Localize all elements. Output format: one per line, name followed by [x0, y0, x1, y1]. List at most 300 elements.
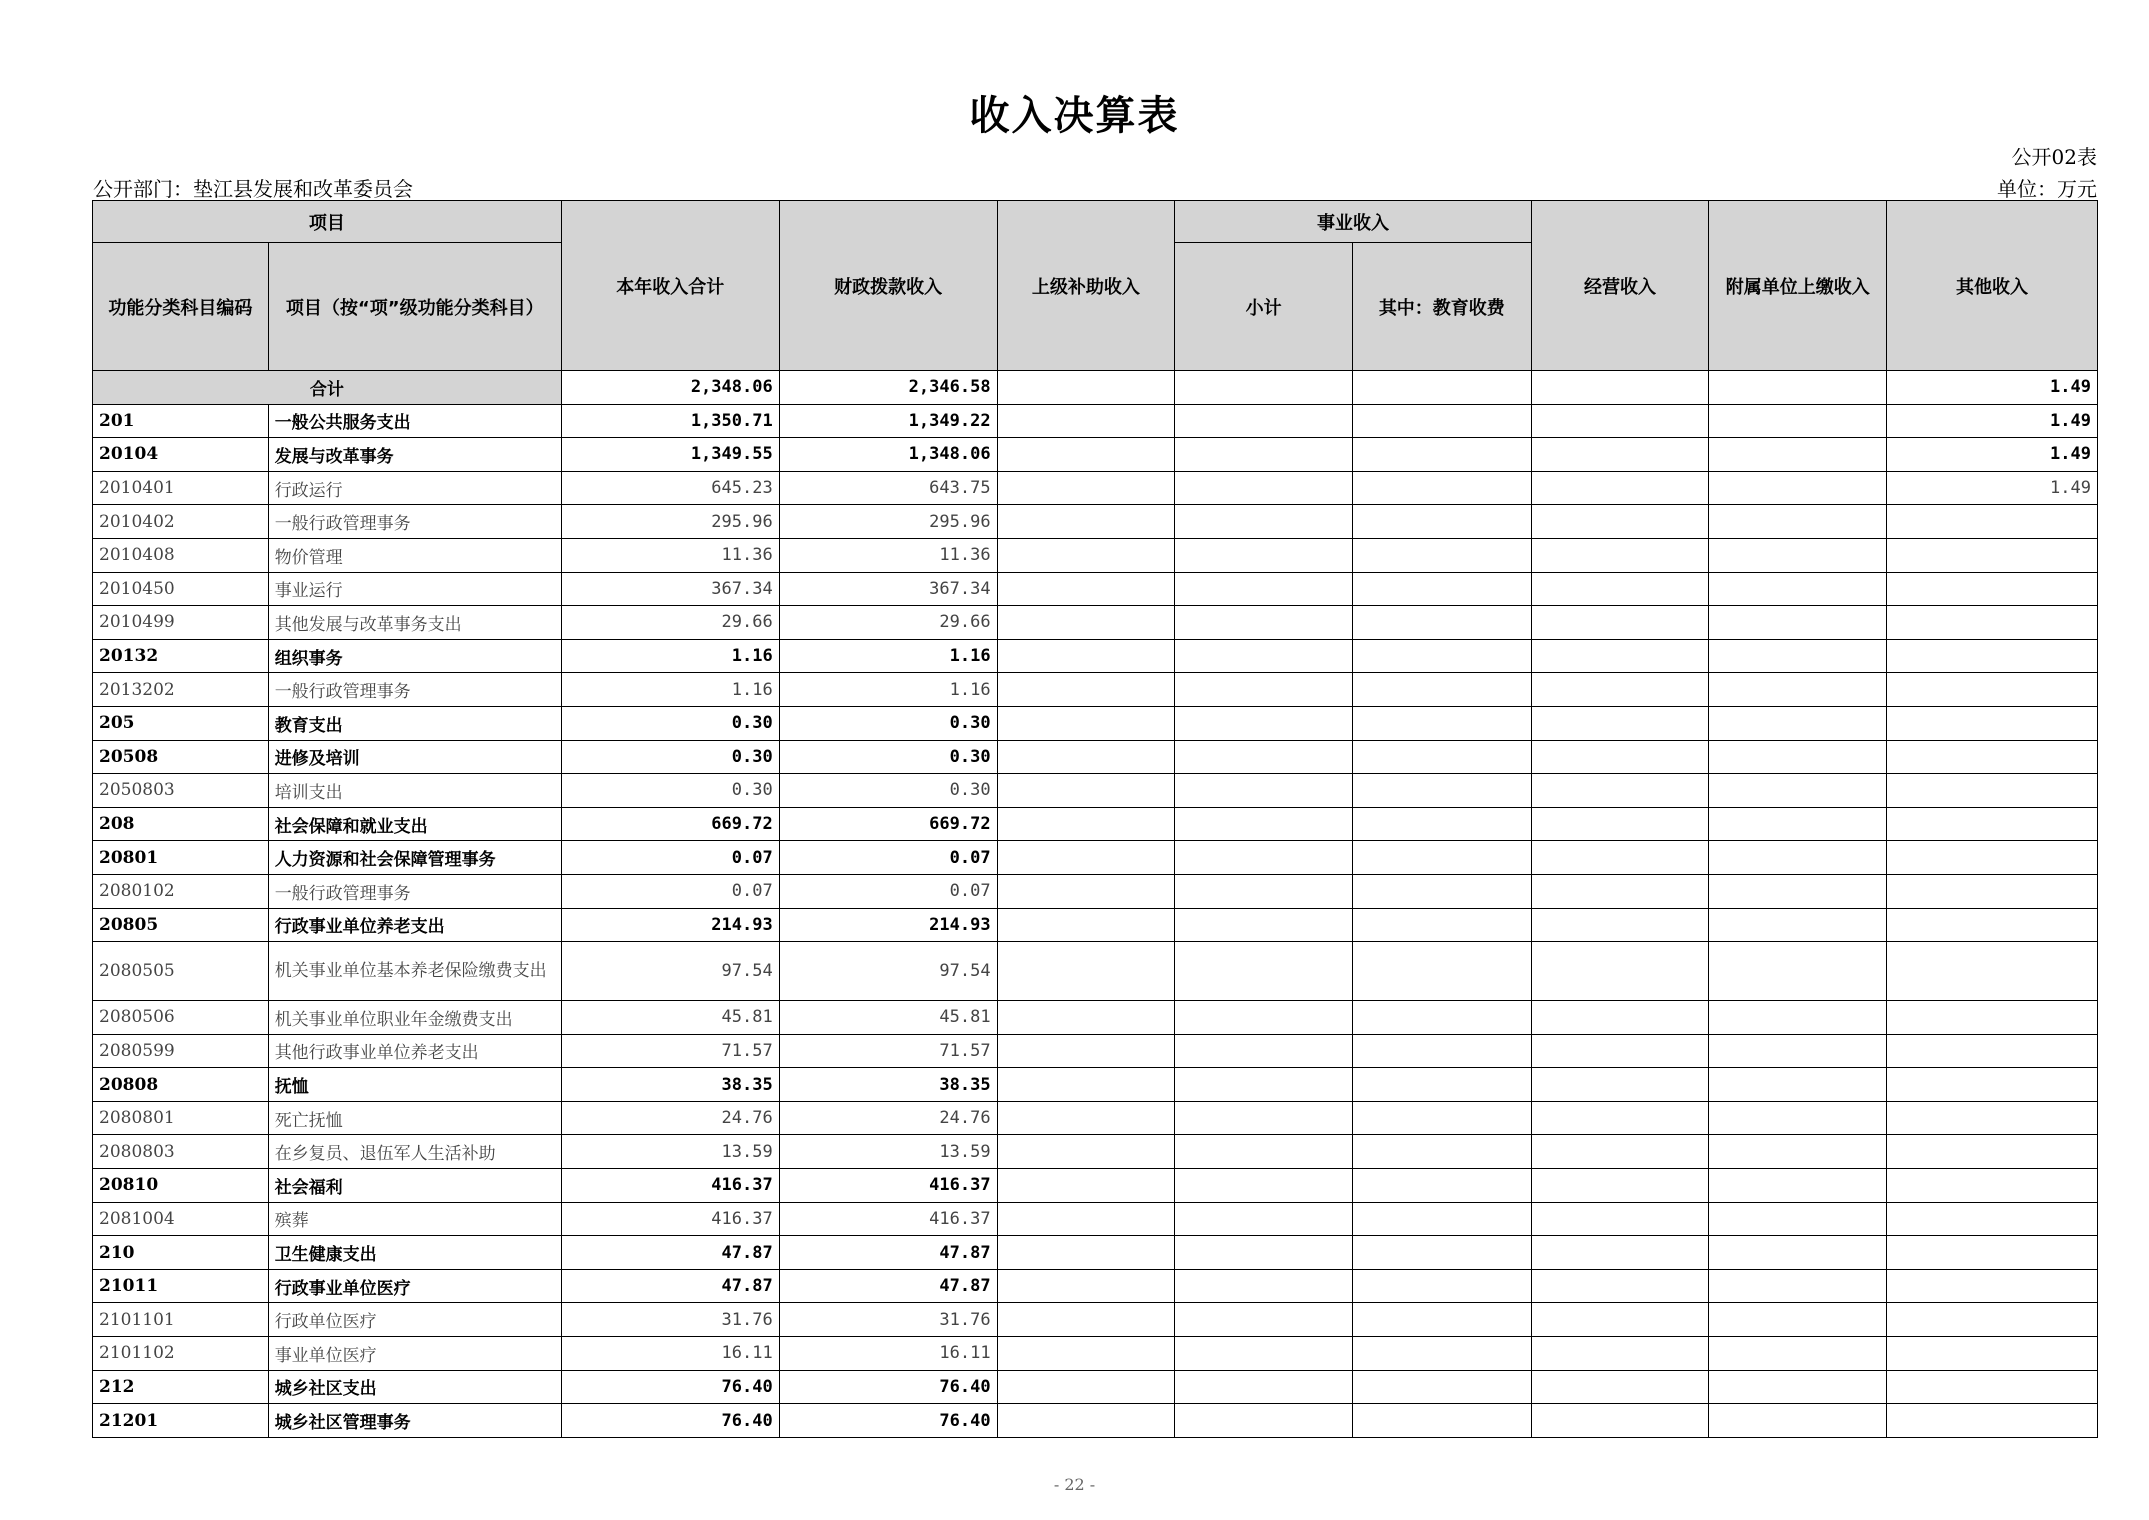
row-subtotal — [1175, 1034, 1353, 1068]
row-fiscal: 367.34 — [779, 572, 997, 606]
row-total: 97.54 — [561, 942, 779, 1001]
row-superior — [997, 908, 1175, 942]
row-name: 卫生健康支出 — [268, 1236, 561, 1270]
row-fiscal: 0.07 — [779, 841, 997, 875]
row-code: 2080102 — [93, 874, 269, 908]
row-other — [1887, 908, 2098, 942]
row-education — [1352, 908, 1531, 942]
row-education — [1352, 740, 1531, 774]
row-superior — [997, 1337, 1175, 1371]
row-total: 1.16 — [561, 673, 779, 707]
row-name: 城乡社区管理事务 — [268, 1404, 561, 1438]
row-education — [1352, 1001, 1531, 1035]
row-other — [1887, 1135, 2098, 1169]
row-subtotal — [1175, 1001, 1353, 1035]
header-other: 其他收入 — [1887, 201, 2098, 371]
row-fiscal: 1.16 — [779, 673, 997, 707]
row-name: 发展与改革事务 — [268, 438, 561, 472]
total-row-education — [1352, 371, 1531, 405]
row-total: 76.40 — [561, 1370, 779, 1404]
total-row-affiliated — [1709, 371, 1887, 405]
row-affiliated — [1709, 942, 1887, 1001]
header-business: 事业收入 — [1175, 201, 1531, 243]
row-operating — [1531, 706, 1709, 740]
row-affiliated — [1709, 1303, 1887, 1337]
row-superior — [997, 471, 1175, 505]
row-code: 20808 — [93, 1068, 269, 1102]
row-subtotal — [1175, 874, 1353, 908]
row-fiscal: 24.76 — [779, 1101, 997, 1135]
row-other — [1887, 1202, 2098, 1236]
row-fiscal: 1.16 — [779, 639, 997, 673]
row-name: 一般行政管理事务 — [268, 673, 561, 707]
row-subtotal — [1175, 1303, 1353, 1337]
table-row — [93, 572, 2098, 606]
row-code: 2081004 — [93, 1202, 269, 1236]
row-education — [1352, 1068, 1531, 1102]
header-total: 本年收入合计 — [561, 201, 779, 371]
row-name: 培训支出 — [268, 774, 561, 808]
table-row — [93, 1236, 2098, 1270]
row-superior — [997, 1034, 1175, 1068]
row-affiliated — [1709, 1001, 1887, 1035]
row-total: 669.72 — [561, 807, 779, 841]
row-education — [1352, 471, 1531, 505]
row-total: 13.59 — [561, 1135, 779, 1169]
row-fiscal: 76.40 — [779, 1370, 997, 1404]
row-affiliated — [1709, 471, 1887, 505]
row-operating — [1531, 774, 1709, 808]
row-subtotal — [1175, 438, 1353, 472]
table-row — [93, 1269, 2098, 1303]
row-operating — [1531, 1269, 1709, 1303]
row-affiliated — [1709, 606, 1887, 640]
row-total: 367.34 — [561, 572, 779, 606]
row-education — [1352, 438, 1531, 472]
row-affiliated — [1709, 1068, 1887, 1102]
row-name: 一般公共服务支出 — [268, 404, 561, 438]
row-other — [1887, 706, 2098, 740]
row-fiscal: 1,349.22 — [779, 404, 997, 438]
row-name: 抚恤 — [268, 1068, 561, 1102]
row-code: 2080801 — [93, 1101, 269, 1135]
row-superior — [997, 1001, 1175, 1035]
row-education — [1352, 606, 1531, 640]
row-superior — [997, 942, 1175, 1001]
table-row — [93, 1001, 2098, 1035]
row-subtotal — [1175, 572, 1353, 606]
row-subtotal — [1175, 1236, 1353, 1270]
row-operating — [1531, 1068, 1709, 1102]
row-subtotal — [1175, 740, 1353, 774]
row-operating — [1531, 404, 1709, 438]
row-code: 2101102 — [93, 1337, 269, 1371]
row-name: 行政单位医疗 — [268, 1303, 561, 1337]
row-name: 行政运行 — [268, 471, 561, 505]
row-operating — [1531, 1404, 1709, 1438]
row-subtotal — [1175, 471, 1353, 505]
row-fiscal: 0.07 — [779, 874, 997, 908]
table-row — [93, 1370, 2098, 1404]
row-total: 214.93 — [561, 908, 779, 942]
row-other — [1887, 606, 2098, 640]
row-subtotal — [1175, 1404, 1353, 1438]
table-row — [93, 1202, 2098, 1236]
table-row — [93, 639, 2098, 673]
row-fiscal: 0.30 — [779, 706, 997, 740]
row-operating — [1531, 505, 1709, 539]
total-label: 合计 — [93, 371, 562, 405]
row-operating — [1531, 639, 1709, 673]
row-education — [1352, 807, 1531, 841]
row-fiscal: 214.93 — [779, 908, 997, 942]
row-code: 2010408 — [93, 538, 269, 572]
table-row — [93, 438, 2098, 472]
header-fiscal: 财政拨款收入 — [779, 201, 997, 371]
header-affiliated: 附属单位上缴收入 — [1709, 201, 1887, 371]
row-fiscal: 0.30 — [779, 740, 997, 774]
table-row — [93, 505, 2098, 539]
row-superior — [997, 673, 1175, 707]
row-affiliated — [1709, 1370, 1887, 1404]
row-other — [1887, 942, 2098, 1001]
row-operating — [1531, 471, 1709, 505]
row-total: 31.76 — [561, 1303, 779, 1337]
table-row — [93, 774, 2098, 808]
row-total: 16.11 — [561, 1337, 779, 1371]
unit-label: 单位：万元 — [1997, 177, 2097, 201]
table-row — [93, 807, 2098, 841]
row-fiscal: 45.81 — [779, 1001, 997, 1035]
row-code: 20132 — [93, 639, 269, 673]
row-education — [1352, 505, 1531, 539]
row-operating — [1531, 1337, 1709, 1371]
row-subtotal — [1175, 639, 1353, 673]
header-education: 其中：教育收费 — [1352, 243, 1531, 371]
row-subtotal — [1175, 841, 1353, 875]
row-operating — [1531, 807, 1709, 841]
header-superior: 上级补助收入 — [997, 201, 1175, 371]
row-fiscal: 416.37 — [779, 1169, 997, 1203]
row-total: 0.07 — [561, 874, 779, 908]
row-affiliated — [1709, 706, 1887, 740]
row-name: 在乡复员、退伍军人生活补助 — [268, 1135, 561, 1169]
row-education — [1352, 841, 1531, 875]
row-superior — [997, 1101, 1175, 1135]
row-education — [1352, 706, 1531, 740]
row-operating — [1531, 606, 1709, 640]
row-other — [1887, 1034, 2098, 1068]
row-total: 0.30 — [561, 740, 779, 774]
row-operating — [1531, 1169, 1709, 1203]
row-education — [1352, 639, 1531, 673]
row-subtotal — [1175, 606, 1353, 640]
row-code: 20508 — [93, 740, 269, 774]
row-affiliated — [1709, 774, 1887, 808]
row-other: 1.49 — [1887, 438, 2098, 472]
row-affiliated — [1709, 807, 1887, 841]
row-affiliated — [1709, 1101, 1887, 1135]
income-table — [92, 200, 2098, 1438]
row-fiscal: 16.11 — [779, 1337, 997, 1371]
row-total: 29.66 — [561, 606, 779, 640]
row-fiscal: 295.96 — [779, 505, 997, 539]
row-superior — [997, 538, 1175, 572]
row-code: 2010450 — [93, 572, 269, 606]
row-total: 645.23 — [561, 471, 779, 505]
row-other — [1887, 673, 2098, 707]
row-subtotal — [1175, 1337, 1353, 1371]
header-code: 功能分类科目编码 — [93, 243, 269, 371]
row-affiliated — [1709, 1236, 1887, 1270]
row-affiliated — [1709, 438, 1887, 472]
header-name: 项目（按“项”级功能分类科目） — [268, 243, 561, 371]
row-superior — [997, 1135, 1175, 1169]
row-code: 2013202 — [93, 673, 269, 707]
row-name: 进修及培训 — [268, 740, 561, 774]
row-name: 事业运行 — [268, 572, 561, 606]
row-education — [1352, 774, 1531, 808]
row-operating — [1531, 1303, 1709, 1337]
row-subtotal — [1175, 1202, 1353, 1236]
row-code: 2010499 — [93, 606, 269, 640]
table-row — [93, 673, 2098, 707]
row-other — [1887, 1169, 2098, 1203]
row-education — [1352, 1370, 1531, 1404]
row-subtotal — [1175, 942, 1353, 1001]
row-subtotal — [1175, 505, 1353, 539]
row-other — [1887, 740, 2098, 774]
row-other — [1887, 1370, 2098, 1404]
row-education — [1352, 942, 1531, 1001]
row-superior — [997, 606, 1175, 640]
row-name: 教育支出 — [268, 706, 561, 740]
row-name: 其他行政事业单位养老支出 — [268, 1034, 561, 1068]
row-subtotal — [1175, 1169, 1353, 1203]
row-education — [1352, 1034, 1531, 1068]
row-affiliated — [1709, 1034, 1887, 1068]
row-superior — [997, 740, 1175, 774]
total-row — [93, 371, 2098, 405]
row-superior — [997, 874, 1175, 908]
row-fiscal: 29.66 — [779, 606, 997, 640]
row-code: 208 — [93, 807, 269, 841]
row-affiliated — [1709, 673, 1887, 707]
row-affiliated — [1709, 1202, 1887, 1236]
table-row — [93, 538, 2098, 572]
row-other: 1.49 — [1887, 471, 2098, 505]
row-fiscal: 31.76 — [779, 1303, 997, 1337]
row-operating — [1531, 740, 1709, 774]
row-operating — [1531, 1034, 1709, 1068]
header-item: 项目 — [93, 201, 562, 243]
row-other — [1887, 1068, 2098, 1102]
row-fiscal: 47.87 — [779, 1269, 997, 1303]
row-code: 2080599 — [93, 1034, 269, 1068]
row-fiscal: 97.54 — [779, 942, 997, 1001]
row-total: 0.30 — [561, 774, 779, 808]
row-total: 47.87 — [561, 1269, 779, 1303]
row-name: 一般行政管理事务 — [268, 874, 561, 908]
row-code: 21011 — [93, 1269, 269, 1303]
table-row — [93, 942, 2098, 1001]
table-row — [93, 471, 2098, 505]
table-row — [93, 841, 2098, 875]
row-total: 71.57 — [561, 1034, 779, 1068]
row-education — [1352, 874, 1531, 908]
row-affiliated — [1709, 639, 1887, 673]
row-subtotal — [1175, 673, 1353, 707]
row-education — [1352, 1236, 1531, 1270]
row-affiliated — [1709, 505, 1887, 539]
row-total: 416.37 — [561, 1169, 779, 1203]
row-education — [1352, 404, 1531, 438]
total-row-other: 1.49 — [1887, 371, 2098, 405]
row-other — [1887, 874, 2098, 908]
row-code: 20801 — [93, 841, 269, 875]
row-code: 2010402 — [93, 505, 269, 539]
row-total: 76.40 — [561, 1404, 779, 1438]
row-code: 20810 — [93, 1169, 269, 1203]
row-subtotal — [1175, 1135, 1353, 1169]
row-education — [1352, 1303, 1531, 1337]
row-affiliated — [1709, 841, 1887, 875]
row-affiliated — [1709, 1269, 1887, 1303]
row-operating — [1531, 1236, 1709, 1270]
row-code: 2080505 — [93, 942, 269, 1001]
row-code: 20805 — [93, 908, 269, 942]
table-row — [93, 606, 2098, 640]
table-row — [93, 1337, 2098, 1371]
row-affiliated — [1709, 1135, 1887, 1169]
row-total: 416.37 — [561, 1202, 779, 1236]
row-operating — [1531, 572, 1709, 606]
row-subtotal — [1175, 807, 1353, 841]
table-row — [93, 706, 2098, 740]
row-code: 205 — [93, 706, 269, 740]
row-name: 一般行政管理事务 — [268, 505, 561, 539]
row-other — [1887, 538, 2098, 572]
row-total: 47.87 — [561, 1236, 779, 1270]
row-other — [1887, 1404, 2098, 1438]
row-other — [1887, 774, 2098, 808]
row-superior — [997, 1202, 1175, 1236]
row-education — [1352, 1169, 1531, 1203]
row-operating — [1531, 538, 1709, 572]
header-subtotal: 小计 — [1175, 243, 1353, 371]
table-body — [93, 371, 2098, 1438]
row-code: 201 — [93, 404, 269, 438]
row-superior — [997, 438, 1175, 472]
row-other — [1887, 1337, 2098, 1371]
row-total: 11.36 — [561, 538, 779, 572]
row-superior — [997, 1404, 1175, 1438]
row-name: 机关事业单位基本养老保险缴费支出 — [268, 942, 561, 1001]
row-education — [1352, 1101, 1531, 1135]
row-subtotal — [1175, 404, 1353, 438]
row-operating — [1531, 1101, 1709, 1135]
row-name: 行政事业单位养老支出 — [268, 908, 561, 942]
row-operating — [1531, 874, 1709, 908]
row-operating — [1531, 1135, 1709, 1169]
table-row — [93, 1101, 2098, 1135]
row-superior — [997, 1169, 1175, 1203]
row-education — [1352, 1202, 1531, 1236]
row-code: 2010401 — [93, 471, 269, 505]
row-superior — [997, 807, 1175, 841]
row-fiscal: 0.30 — [779, 774, 997, 808]
row-other — [1887, 505, 2098, 539]
row-code: 210 — [93, 1236, 269, 1270]
table-row — [93, 404, 2098, 438]
row-operating — [1531, 1370, 1709, 1404]
total-row-superior — [997, 371, 1175, 405]
row-name: 死亡抚恤 — [268, 1101, 561, 1135]
row-code: 2101101 — [93, 1303, 269, 1337]
row-superior — [997, 1269, 1175, 1303]
row-superior — [997, 841, 1175, 875]
row-total: 1.16 — [561, 639, 779, 673]
row-superior — [997, 774, 1175, 808]
table-row — [93, 908, 2098, 942]
department-label: 公开部门：垫江县发展和改革委员会 — [93, 177, 413, 201]
row-other — [1887, 1303, 2098, 1337]
row-superior — [997, 1068, 1175, 1102]
row-education — [1352, 1337, 1531, 1371]
total-row-operating — [1531, 371, 1709, 405]
row-operating — [1531, 1202, 1709, 1236]
row-other — [1887, 572, 2098, 606]
row-other — [1887, 1269, 2098, 1303]
row-name: 人力资源和社会保障管理事务 — [268, 841, 561, 875]
row-fiscal: 1,348.06 — [779, 438, 997, 472]
row-subtotal — [1175, 1370, 1353, 1404]
row-superior — [997, 1236, 1175, 1270]
row-fiscal: 416.37 — [779, 1202, 997, 1236]
row-education — [1352, 1135, 1531, 1169]
row-education — [1352, 572, 1531, 606]
row-affiliated — [1709, 1404, 1887, 1438]
row-code: 2050803 — [93, 774, 269, 808]
row-name: 组织事务 — [268, 639, 561, 673]
total-row-fiscal: 2,346.58 — [779, 371, 997, 405]
row-total: 1,349.55 — [561, 438, 779, 472]
row-other — [1887, 807, 2098, 841]
row-subtotal — [1175, 1101, 1353, 1135]
row-superior — [997, 639, 1175, 673]
row-subtotal — [1175, 774, 1353, 808]
table-row — [93, 1404, 2098, 1438]
row-affiliated — [1709, 908, 1887, 942]
row-superior — [997, 572, 1175, 606]
row-other — [1887, 1236, 2098, 1270]
row-fiscal: 11.36 — [779, 538, 997, 572]
row-operating — [1531, 673, 1709, 707]
row-name: 社会福利 — [268, 1169, 561, 1203]
row-affiliated — [1709, 572, 1887, 606]
row-superior — [997, 1303, 1175, 1337]
row-total: 1,350.71 — [561, 404, 779, 438]
row-total: 0.30 — [561, 706, 779, 740]
row-total: 295.96 — [561, 505, 779, 539]
row-affiliated — [1709, 1337, 1887, 1371]
row-code: 21201 — [93, 1404, 269, 1438]
row-affiliated — [1709, 404, 1887, 438]
table-row — [93, 874, 2098, 908]
row-name: 社会保障和就业支出 — [268, 807, 561, 841]
table-row — [93, 740, 2098, 774]
table-row — [93, 1169, 2098, 1203]
